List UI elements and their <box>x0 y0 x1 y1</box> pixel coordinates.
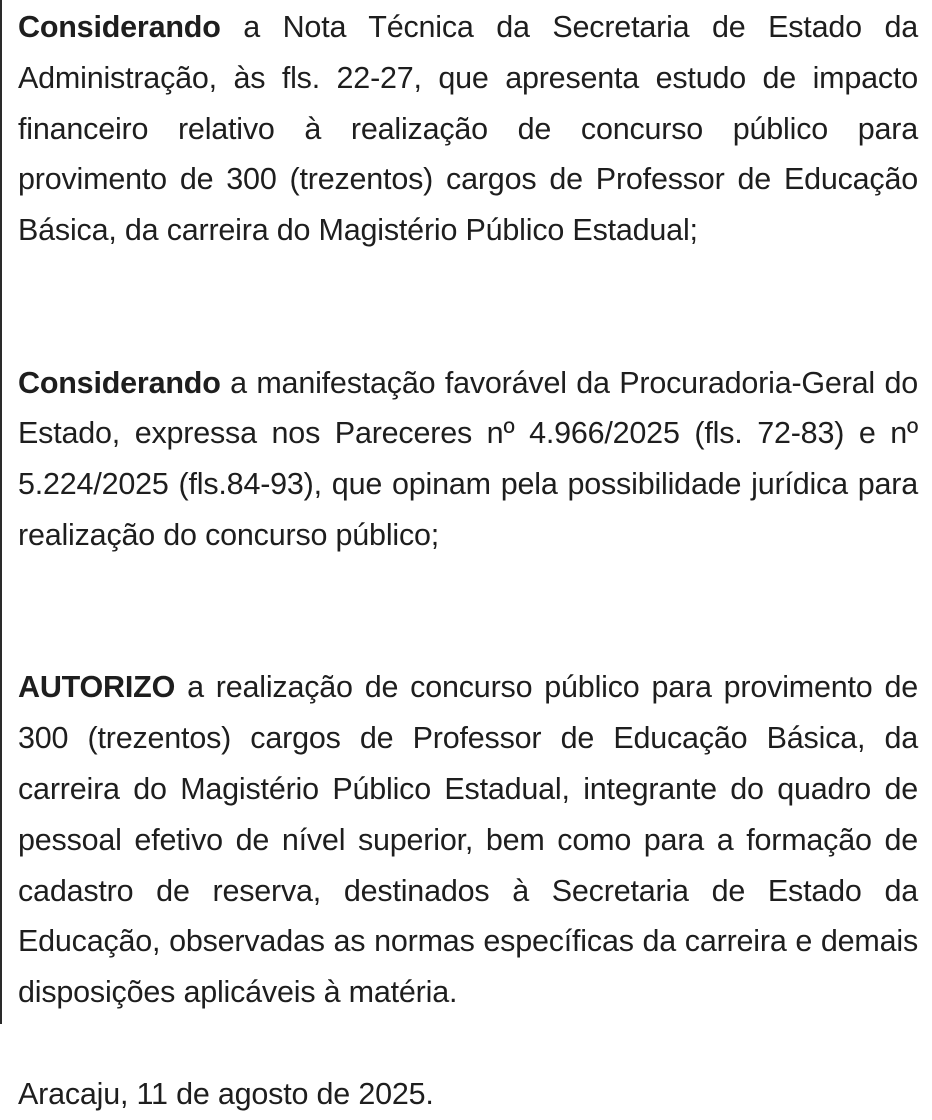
closing-date: Aracaju, 11 de agosto de 2025. <box>18 1076 434 1111</box>
document-body <box>18 2 918 1120</box>
paragraph-text: a manifestação favorável da Procuradoria-Geral do Estado, expressa nos Pareceres nº 4.966/2025 (fls. 72-83) e nº 5.224/2025 (fls.84-93), que opinam pela possibilidade jurídica para realização do concurso público; <box>18 365 918 552</box>
paragraph-lead: Considerando <box>18 10 221 44</box>
paragraph-procuradoria <box>18 358 918 561</box>
paragraph-text: a Nota Técnica da Secretaria de Estado da Administração, às fls. 22-27, que apresenta estudo de impacto financeiro relativo à realização de concurso público para provimento de 300 (trezentos) cargos de Professor de Educação Básica, da carreira do Magistério Público Estadual; <box>18 10 918 248</box>
paragraph-spacer <box>18 561 918 663</box>
paragraph-lead: AUTORIZO <box>18 670 176 705</box>
paragraph-autorizo <box>18 662 918 1018</box>
paragraph-text: a realização de concurso público para provimento de 300 (trezentos) cargos de Professor de Educação Básica, da carreira do Magistério Público Estadual, integrante do quadro de pessoal efetivo de nível superior, bem como para a formação de cadastro de reserva, destinados à Secretaria de Estado da Educação, observadas as normas específicas da carreira e demais disposições aplicáveis à matéria. <box>18 670 918 1010</box>
paragraph-lead: Considerando <box>18 365 221 400</box>
paragraph-spacer <box>18 256 918 358</box>
paragraph-nota-tecnica <box>18 2 918 256</box>
paragraph-spacer <box>18 1018 918 1069</box>
